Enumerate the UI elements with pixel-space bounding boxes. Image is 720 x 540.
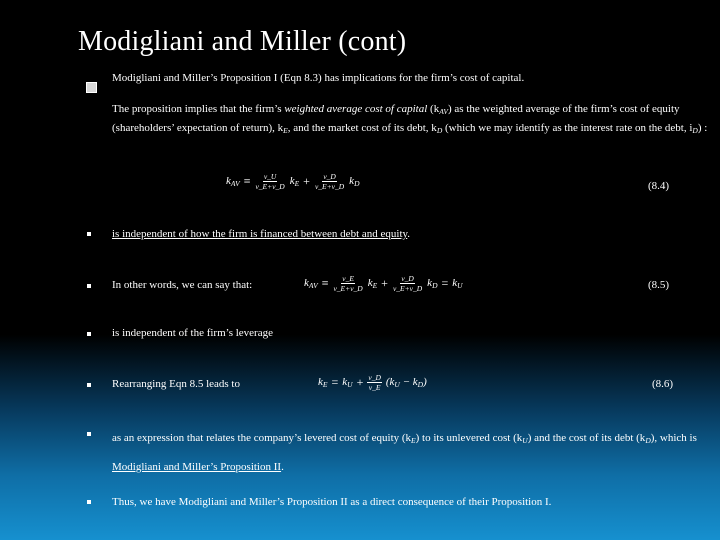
para-text-f: ) :	[697, 122, 708, 134]
fraction: $\frac{v\_E}{v\_E+v\_D}$	[333, 274, 363, 293]
para-text-e: (which we may identify as the interest rate on the debt, i	[442, 122, 693, 134]
bullet-dot-icon	[87, 432, 91, 436]
para-text-c: ) as the weighted average of the firm’s cost of equity (shareholders’ expectation of return), k	[112, 103, 680, 134]
bullet-dot-icon	[87, 332, 91, 336]
bullet-dot-icon	[87, 383, 91, 387]
equation-number-8-5: (8.5)	[648, 279, 670, 291]
intro-text: Modigliani and Miller’s Proposition I (Eqn 8.3) has implications for the firm’s cost of capital.	[112, 72, 525, 84]
para-sub-d2: D	[692, 126, 698, 135]
fraction: $\frac{v\_U}{v\_E+v\_D}$	[255, 172, 285, 191]
proposition-ii-link: Modigliani and Miller’s Proposition II	[112, 461, 282, 473]
para-wacc: weighted average cost of capital	[284, 103, 428, 115]
slide-title: Modigliani and Miller (cont)	[78, 26, 407, 57]
para-sub-d: D	[436, 126, 443, 135]
para-text-b: (k	[427, 103, 440, 115]
fraction: $\frac{v\_D}{v\_E}$	[368, 373, 381, 392]
bullet-4-text: Rearranging Eqn 8.5 leads to	[112, 378, 240, 390]
bullet-1-text: is independent of how the firm is financed between debt and equity.	[112, 228, 411, 240]
para-text-d: , and the market cost of its debt, k	[287, 122, 437, 134]
bullet-1-underlined: is independent of how the firm is financed between debt and equity	[112, 228, 408, 240]
equation-8-6: $k_E$ = $k_U$ + $\frac{v\_D}{v\_E}$ $(k_U - k_D)$	[318, 373, 427, 392]
para-sub-av: AV	[439, 107, 448, 116]
bullet-dot-icon	[87, 500, 91, 504]
bullet-dot-icon	[87, 232, 91, 236]
fraction: $\frac{v\_D}{v\_E+v\_D}$	[314, 172, 345, 191]
equation-8-5: $k_{AV}$ ≡ $\frac{v\_E}{v\_E+v\_D}$ $k_E$ + $\frac{v\_D}{v\_E+v\_D}$ $k_D$ = $k_U$	[304, 274, 463, 293]
bullet-3-text: is independent of the firm’s leverage	[112, 327, 273, 339]
equation-number-8-4: (8.4)	[648, 180, 670, 192]
para-text-a: The proposition implies that the firm’s	[112, 103, 285, 115]
para-sub-e: E	[283, 126, 288, 135]
proposition-paragraph	[112, 101, 708, 139]
bullet-2-text: In other words, we can say that:	[112, 279, 253, 291]
fraction: $\frac{v\_D}{v\_E+v\_D}$	[392, 274, 423, 293]
bullet-dot-icon	[87, 284, 91, 288]
equation-number-8-6: (8.6)	[652, 378, 674, 390]
equation-8-4: $k_{AV}$ ≡ $\frac{v\_U}{v\_E+v\_D}$ $k_E$ + $\frac{v\_D}{v\_E+v\_D}$ $k_D$	[226, 172, 360, 191]
bullet-6-text: Thus, we have Modigliani and Miller’s Proposition II as a direct consequence of their Proposition I.	[112, 496, 552, 508]
square-bullet-icon	[86, 82, 97, 93]
bullet-5-text: as an expression that relates the company’s levered cost of equity $(k_E)$ to its unlevered cost $(k_U)$ and the cost of its debt $(k_D)$, which is Modigliani and Miller’s Proposition II.	[112, 432, 697, 473]
